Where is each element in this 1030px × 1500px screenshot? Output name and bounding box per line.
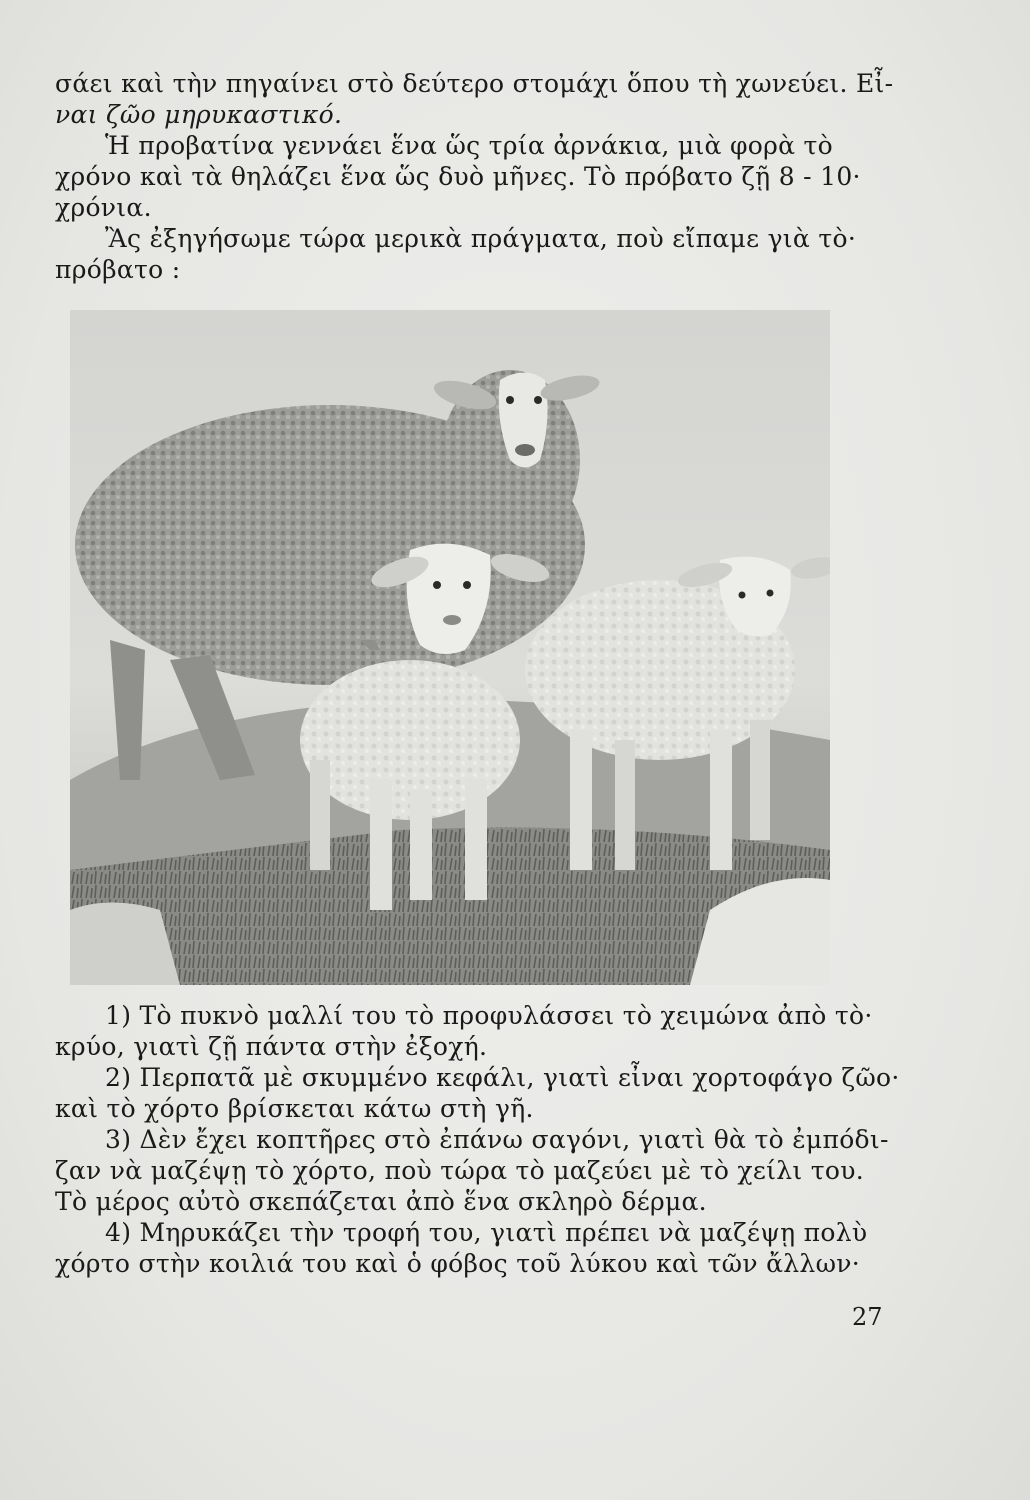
- text-line: χρόνο καὶ τὰ θηλάζει ἕνα ὥς δυὸ μῆνες. Τὸ πρόβατο ζῇ 8 - 10·: [55, 162, 861, 191]
- text-line: 1) Τὸ πυκνὸ μαλλί του τὸ προφυλάσσει τὸ χειμώνα ἀπὸ τὸ·: [105, 1001, 873, 1030]
- text-line: πρόβατο :: [55, 255, 181, 284]
- top-paragraphs: [55, 68, 894, 285]
- text-line: ναι ζῶο μηρυκαστικό.: [55, 100, 343, 129]
- text-line: χρόνια.: [55, 193, 152, 222]
- text-line: Ἡ προβατίνα γεννάει ἕνα ὥς τρία ἀρνάκια, μιὰ φορὰ τὸ: [105, 131, 834, 160]
- text-line: 2) Περπατᾶ μὲ σκυμμένο κεφάλι, γιατὶ εἶναι χορτοφάγο ζῶο·: [105, 1063, 900, 1092]
- page-number: 27: [852, 1303, 883, 1331]
- text-line: σάει καὶ τὴν πηγαίνει στὸ δεύτερο στομάχι ὅπου τὴ χωνεύει. Εἶ-: [55, 69, 894, 98]
- text-line: ζαν νὰ μαζέψῃ τὸ χόρτο, ποὺ τώρα τὸ μαζεύει μὲ τὸ χείλι του.: [55, 1156, 864, 1185]
- text-line: 3) Δὲν ἔχει κοπτῆρες στὸ ἐπάνω σαγόνι, γιατὶ θὰ τὸ ἐμπόδι-: [105, 1125, 889, 1154]
- text-line: καὶ τὸ χόρτο βρίσκεται κάτω στὴ γῆ.: [55, 1094, 534, 1123]
- sheep-photo-drawing: [70, 310, 830, 985]
- text-line: Ἂς ἐξηγήσωμε τώρα μερικὰ πράγματα, ποὺ εἴπαμε γιὰ τὸ·: [105, 224, 857, 253]
- sheep-illustration: [70, 310, 830, 985]
- bottom-paragraphs: [55, 1000, 900, 1279]
- text-line: χόρτο στὴν κοιλιά του καὶ ὁ φόβος τοῦ λύκου καὶ τῶν ἄλλων·: [55, 1249, 860, 1278]
- text-line: Τὸ μέρος αὐτὸ σκεπάζεται ἀπὸ ἕνα σκληρὸ δέρμα.: [55, 1187, 707, 1216]
- text-line: 4) Μηρυκάζει τὴν τροφή του, γιατὶ πρέπει νὰ μαζέψῃ πολὺ: [105, 1218, 868, 1247]
- text-line: κρύο, γιατὶ ζῇ πάντα στὴν ἐξοχή.: [55, 1032, 488, 1061]
